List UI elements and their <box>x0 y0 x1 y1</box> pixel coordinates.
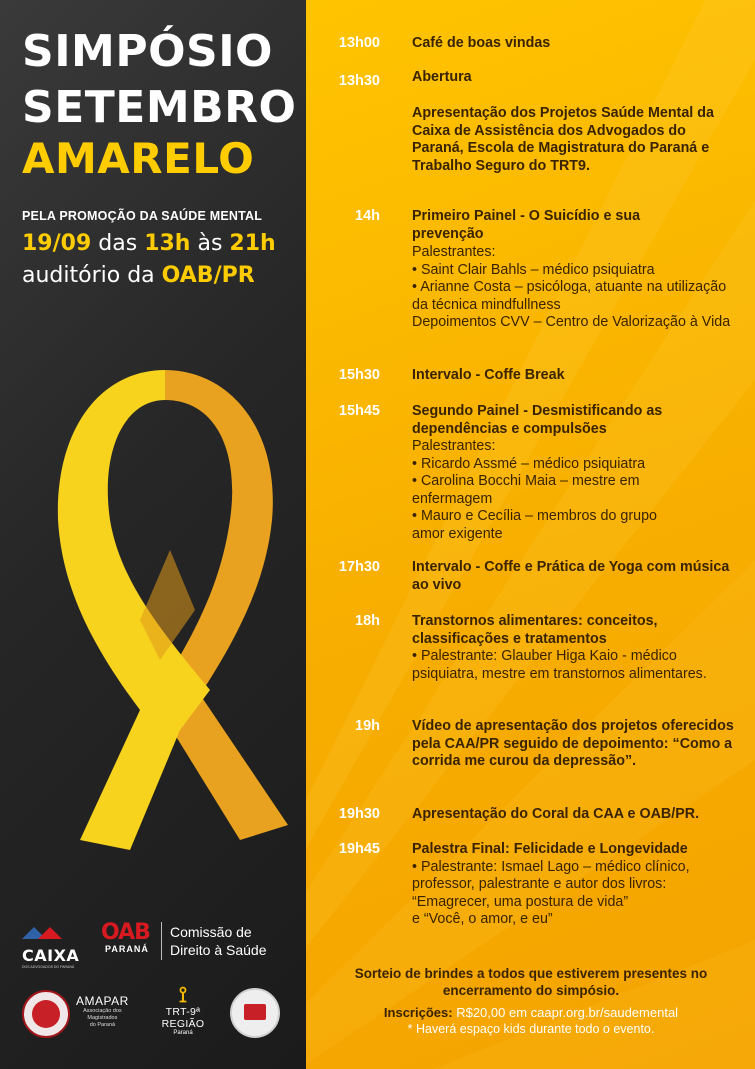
oab-sub: PARANÁ <box>105 944 149 954</box>
schedule-detail: Depoimentos CVV – Centro de Valorização à Vida <box>412 314 731 330</box>
schedule-time: 19h <box>355 718 380 734</box>
comissao-line-2: Direito à Saúde <box>170 941 267 958</box>
schedule-time: 15h45 <box>338 403 380 419</box>
amapar-name: AMAPAR <box>76 994 129 1008</box>
schedule-title: Apresentação do Coral da CAA e OAB/PR. <box>412 806 700 822</box>
schedule-item <box>412 841 740 929</box>
schedule-title: Segundo Painel - Desmistificando as dependências e compulsões <box>412 403 663 437</box>
schedule-title: Café de boas vindas <box>412 35 551 51</box>
left-panel <box>0 0 306 1069</box>
title-line-3: AMARELO <box>22 134 255 183</box>
schedule-detail: • Palestrante: Glauber Higa Kaio - médico psiquiatra, mestre em transtornos alimentares. <box>412 648 707 682</box>
trt-sub: Paraná <box>173 1030 193 1036</box>
schedule-detail: • Saint Clair Bahls – médico psiquiatra <box>412 261 655 278</box>
venue-org: OAB/PR <box>161 263 255 288</box>
venue-line <box>22 263 255 288</box>
schedule-detail: • Carolina Bocchi Maia – mestre em enfermagem <box>412 473 640 507</box>
schedule-item <box>412 35 740 53</box>
caixa-mark-icon <box>22 927 62 939</box>
tagline: PELA PROMOÇÃO DA SAÚDE MENTAL <box>22 209 263 223</box>
schedule-detail: • Ricardo Assmé – médico psiquiatra <box>412 455 646 472</box>
awareness-ribbon-icon <box>40 370 290 870</box>
schedule-title: Abertura <box>412 69 472 85</box>
date-das: das <box>98 231 138 256</box>
right-panel <box>306 0 755 1069</box>
title-line-2: SETEMBRO <box>22 82 297 133</box>
caixa-word: CAIXA <box>22 946 80 965</box>
schedule-time: 17h30 <box>338 559 380 575</box>
schedule-item <box>412 718 740 771</box>
caixa-sub: DOS ADVOGADOS DO PARANÁ <box>22 965 75 969</box>
schedule-item <box>412 208 662 243</box>
comissao-label <box>170 924 267 959</box>
event-date: 19/09 <box>22 231 92 256</box>
registration-line <box>346 1005 716 1021</box>
schedule-time: 15h30 <box>338 367 380 383</box>
schedule-time: 19h45 <box>338 841 380 857</box>
oab-word: OAB <box>101 920 150 945</box>
schedule-title: Transtornos alimentares: conceitos, classificações e tratamentos <box>412 613 658 647</box>
schedule-time: 14h <box>355 208 380 224</box>
schedule-detail: Palestrantes: <box>412 244 496 260</box>
schedule <box>306 0 755 1069</box>
venue-prefix: auditório da <box>22 263 155 288</box>
schedule-item <box>412 105 740 175</box>
schedule-item <box>412 69 740 87</box>
logo-divider <box>161 922 162 960</box>
schedule-detail: • Mauro e Cecília – membros do grupo amor exigente <box>412 508 657 542</box>
schedule-detail: • Arianne Costa – psicóloga, atuante na utilização da técnica mindfullness <box>412 279 727 313</box>
schedule-details <box>412 244 740 332</box>
schedule-title: Vídeo de apresentação dos projetos oferecidos pela CAA/PR seguido de depoimento: “Como a corrida me curou da depressão”. <box>412 718 734 769</box>
schedule-item <box>412 367 740 385</box>
schedule-time: 18h <box>355 613 380 629</box>
amapar-sub-2: Magistrados <box>87 1015 118 1022</box>
schedule-time: 13h00 <box>338 35 380 51</box>
trt-mark-icon: ⟟ <box>178 982 188 1007</box>
date-as: às <box>197 231 223 256</box>
date-line <box>22 231 276 256</box>
comissao-line-1: Comissão de <box>170 924 252 940</box>
event-end: 21h <box>229 231 276 256</box>
schedule-item <box>412 613 740 683</box>
schedule-time: 13h30 <box>338 73 380 89</box>
schedule-item <box>412 806 740 824</box>
oab-logo <box>101 922 161 954</box>
raffle-note: Sorteio de brindes a todos que estiverem presentes no encerramento do simpósio. <box>354 966 708 998</box>
trt-name: TRT-9ª REGIÃO <box>161 1006 205 1030</box>
trabalho-seguro-seal-icon <box>230 988 280 1038</box>
schedule-time: 19h30 <box>338 806 380 822</box>
emap-seal-icon <box>22 990 70 1038</box>
trt-logo <box>148 984 218 1036</box>
registration-value: R$20,00 em caapr.org.br/saudemental <box>456 1005 679 1020</box>
schedule-title: Apresentação dos Projetos Saúde Mental da Caixa de Assistência dos Advogados do Paraná, Escola de Magistratura do Paraná e Trabalho Seguro do TRT9. <box>412 105 714 174</box>
schedule-title: Primeiro Painel - O Suicídio e sua prevenção <box>412 208 641 242</box>
title-line-1: SIMPÓSIO <box>22 26 273 77</box>
schedule-title: Intervalo - Coffe e Prática de Yoga com música ao vivo <box>412 559 730 593</box>
event-start: 13h <box>144 231 191 256</box>
schedule-detail: e “Você, o amor, e eu” <box>412 911 553 927</box>
registration-label: Inscrições: <box>383 1005 453 1020</box>
caixa-logo <box>22 926 78 969</box>
schedule-detail: • Palestrante: Ismael Lago – médico clínico, professor, palestrante e autor dos livros: <box>412 858 690 892</box>
schedule-title: Intervalo - Coffe Break <box>412 367 565 383</box>
amapar-logo <box>76 994 129 1029</box>
schedule-item <box>412 403 740 543</box>
schedule-detail: Palestrantes: <box>412 438 496 454</box>
amapar-sub-3: do Paraná <box>89 1022 116 1029</box>
schedule-title: Palestra Final: Felicidade e Longevidade <box>412 841 688 857</box>
amapar-sub-1: Associação dos <box>83 1008 122 1014</box>
schedule-detail: “Emagrecer, uma postura de vida” <box>412 893 629 910</box>
schedule-item <box>412 559 740 594</box>
kids-note: * Haverá espaço kids durante todo o evento. <box>407 1022 655 1036</box>
